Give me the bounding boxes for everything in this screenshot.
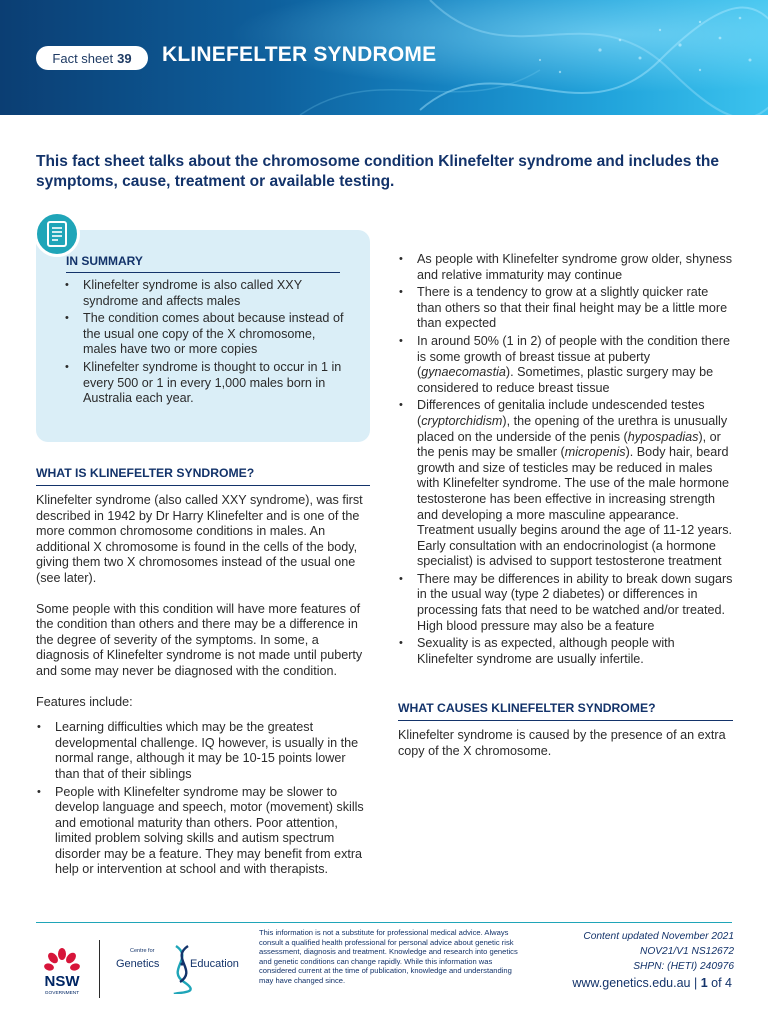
list-item: • Learning difficulties which may be the greatest developmental challenge. IQ however, is usually in the normal range, although it may be 10-15 points lower than that of their siblings [36, 720, 370, 782]
right-column [398, 252, 733, 760]
document-meta [583, 929, 734, 974]
term-cryptorchidism: cryptorchidism [421, 413, 503, 428]
what-is-paragraph-2: Some people with this condition will have more features of the condition than others and there may be a difference in the degree of severity of the symptoms. In some, a diagnosis of Klinefelter syndrome is not made until puberty and some may never be diagnosed with the condition. [36, 601, 363, 678]
nsw-sub-text: GOVERNMENT [44, 991, 80, 996]
list-item [398, 334, 733, 396]
summary-list [64, 278, 344, 409]
page-number-current: 1 [700, 976, 708, 990]
left-column [36, 466, 370, 880]
summary-box [36, 230, 370, 442]
list-item: • Klinefelter syndrome is thought to occur in 1 in every 500 or 1 in every 1,000 males born in Australia each year. [64, 360, 344, 407]
logo-separator [99, 940, 100, 998]
what-is-paragraph-1: Klinefelter syndrome (also called XXY syndrome), was first described in 1942 by Dr Harry Klinefelter and is one of the more common chromosome conditions in males. An additional X chromosome is found in the cells of the body, giving them two X chromosomes instead of the usual one (see later). [36, 493, 363, 585]
fact-sheet-label: Fact sheet [52, 50, 114, 66]
list-item: • There is a tendency to grow at a slightly quicker rate than others so that their final height may be a little more than expected [398, 285, 733, 332]
disclaimer-text: This information is not a substitute for professional medical advice. Always consult a qualified health professional for personal advice about genetic risk assessment, diagnosis and treatment. Knowledge and research into genetics and genetic conditions can change rapidly. While this information was considered current at the time of publication, knowledge and understanding may have changed since. [259, 928, 518, 985]
page-title: KLINEFELTER SYNDROME [162, 43, 437, 66]
list-item: • There may be differences in ability to break down sugars in the usual way (type 2 diabetes) or differences in processing fats that need to be watched and/or treated. High blood pressure may also be a feature [398, 572, 733, 634]
nsw-text: NSW [44, 973, 80, 990]
term-hypospadias: hypospadias [627, 429, 699, 444]
summary-heading: IN SUMMARY [66, 254, 340, 273]
footer-divider [36, 922, 732, 923]
document-icon [34, 211, 80, 257]
document-codes: NOV21/V1 NS12672 [639, 946, 734, 957]
features-label: Features include: [36, 694, 133, 709]
features-list-continued [398, 252, 733, 667]
list-item: • The condition comes about because instead of the usual one copy of the X chromosome, males have two or more copies [64, 311, 344, 358]
breast-text-b: ). Sometimes, plastic surgery may be considered to reduce breast tissue [417, 365, 714, 395]
header-banner [0, 0, 768, 115]
list-item: • People with Klinefelter syndrome may be slower to develop language and speech, motor (movement) skills and emotional maturity than others. Poor attention, limited problem solving skills and autism spectrum disorder may be a feature. They may benefit from extra help or intervention at school and with therapists. [36, 785, 370, 879]
fact-sheet-badge [36, 46, 148, 70]
cge-education-label: Education [190, 958, 239, 970]
genitalia-text-d: ). Body hair, beard growth and size of testicles may be reduced in males with Klinefelter syndrome. The use of the male hormone testosterone has been effective in increasing strength and developing a more masculine appearance. Treatment usually begins around the age of 11-12 years. Early consultation with an endocrinologist (a hormone specialist) is advised to support testosterone treatment [417, 445, 733, 569]
genitalia-text-a: Differences of genitalia include undescended testes ( [417, 398, 705, 428]
cge-small-label: Centre for [130, 948, 155, 954]
genitalia-text-b: ), the opening of the urethra is unusually placed on the underside of the penis ( [417, 413, 728, 444]
list-item: • As people with Klinefelter syndrome grow older, shyness and relative immaturity may continue [398, 252, 733, 283]
cge-genetics-label: Genetics [116, 958, 160, 970]
intro-text: This fact sheet talks about the chromosome condition Klinefelter syndrome and includes the symptoms, cause, treatment or available testing. [36, 153, 719, 190]
fact-sheet-number: 39 [117, 50, 132, 66]
page-number-total: of 4 [707, 976, 732, 990]
list-item: • Klinefelter syndrome is also called XXY syndrome and affects males [64, 278, 344, 309]
genitalia-text-c: ), or the penis may be smaller ( [417, 429, 721, 460]
causes-paragraph: Klinefelter syndrome is caused by the presence of an extra copy of the X chromosome. [398, 728, 726, 759]
features-list [36, 720, 370, 878]
website-link[interactable]: www.genetics.edu.au [572, 976, 691, 990]
list-item: • Sexuality is as expected, although people with Klinefelter syndrome are usually infertile. [398, 636, 733, 667]
term-gynaecomastia: gynaecomastia [421, 365, 506, 380]
section-heading-causes: WHAT CAUSES KLINEFELTER SYNDROME? [398, 701, 733, 721]
footer-site-and-page [572, 976, 732, 990]
list-item [398, 398, 733, 570]
section-heading-what-is: WHAT IS KLINEFELTER SYNDROME? [36, 466, 370, 486]
page-separator: | [690, 976, 701, 990]
shpn-code: SHPN: (HETI) 240976 [633, 961, 734, 972]
breast-text-a: In around 50% (1 in 2) of people with the condition there is some growth of breast tissue at puberty ( [417, 333, 730, 380]
term-micropenis: micropenis [564, 445, 626, 460]
nsw-government-logo [36, 942, 88, 998]
content-updated: Content updated November 2021 [583, 931, 734, 942]
